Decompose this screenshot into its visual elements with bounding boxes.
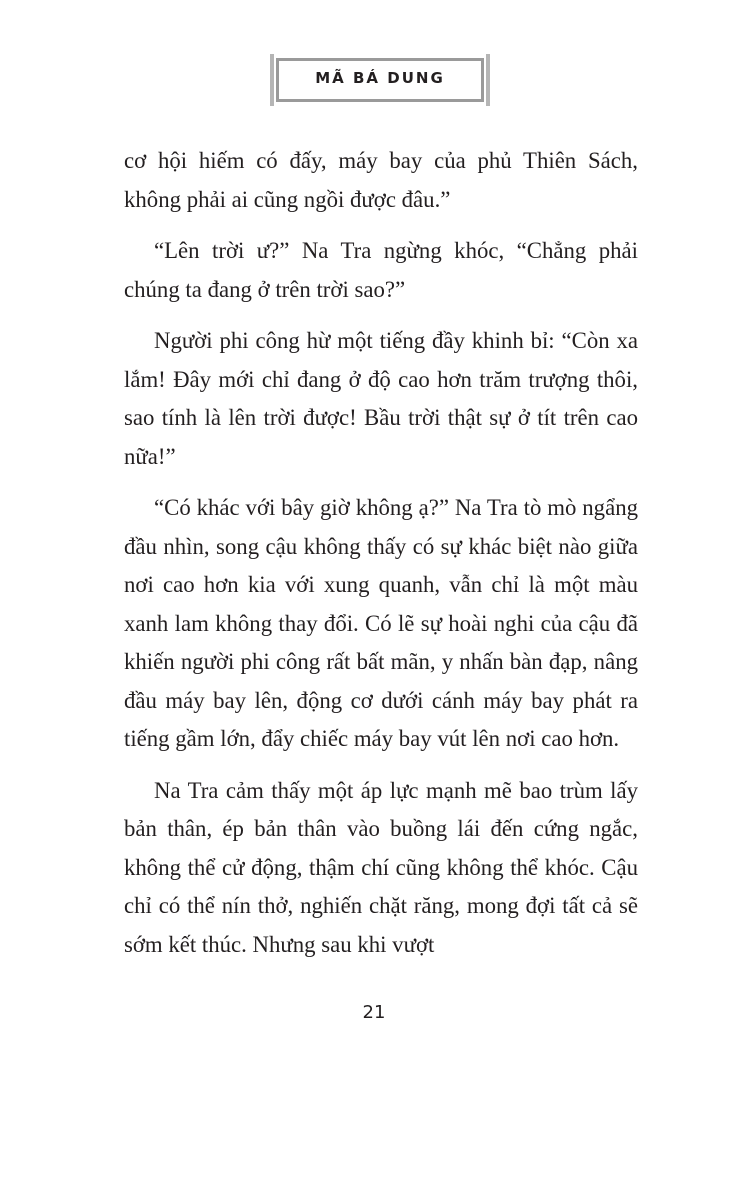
paragraph: cơ hội hiếm có đấy, máy bay của phủ Thiên Sách, không phải ai cũng ngồi được đâu.” [124, 148, 638, 212]
author-name: MÃ BÁ DUNG [315, 69, 445, 87]
paragraph: Na Tra cảm thấy một áp lực mạnh mẽ bao trùm lấy bản thân, ép bản thân vào buồng lái đến cứng ngắc, không thể cử động, thậm chí cũng không thể khóc. Cậu chỉ có thể nín thở, nghiến chặt răng, mong đợi tất cả sẽ sớm kết thúc. Nhưng sau khi vượt [124, 777, 638, 957]
paragraph: “Lên trời ư?” Na Tra ngừng khóc, “Chẳng phải chúng ta đang ở trên trời sao?” [124, 238, 638, 302]
paragraph: “Có khác với bây giờ không ạ?” Na Tra tò mò ngẩng đầu nhìn, song cậu không thấy có sự khác biệt nào giữa nơi cao hơn kia với xung quanh, vẫn chỉ là một màu xanh lam không thay đổi. Có lẽ sự hoài nghi của cậu đã khiến người phi công rất bất mãn, y nhấn bàn đạp, nâng đầu máy bay lên, động cơ dưới cánh máy bay phát ra tiếng gầm lớn, đẩy chiếc máy bay vút lên nơi cao hơn. [124, 495, 638, 751]
page-number: 21 [362, 1002, 386, 1023]
paragraph: Người phi công hừ một tiếng đầy khinh bỉ: “Còn xa lắm! Đây mới chỉ đang ở độ cao hơn trăm trượng thôi, sao tính là lên trời được! Bầu trời thật sự ở tít trên cao nữa!” [124, 328, 638, 469]
running-header [276, 58, 484, 102]
body-text [124, 142, 638, 977]
